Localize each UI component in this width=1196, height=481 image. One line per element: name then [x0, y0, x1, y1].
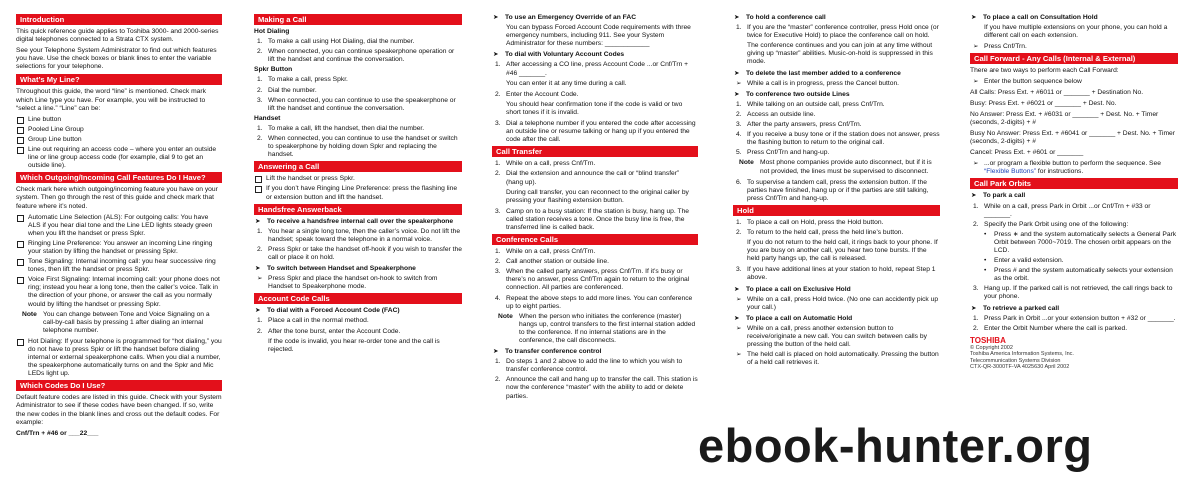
step-item: 1. Press Park in Orbit ...or your extension button + #32 or _______. [973, 314, 1176, 322]
document-date: April 2002 [1044, 364, 1070, 371]
column-2 [254, 14, 462, 357]
step-text: ...or program a flexible button to perform the sequence. See [984, 160, 1161, 168]
step-text: When connected, you can continue to use the handset or switch to speakerphone by holding down Spkr and replacing the handset. [268, 135, 458, 159]
step-item: 2. To return to the held call, press the held line’s button. [736, 228, 904, 236]
forward-option: All Calls: Press Ext. + #6011 or _______ + Destination No. [970, 88, 1144, 96]
features-paragraph: Check mark here which outgoing/incoming feature you have on your system. Then go through the rest of this guide and check mark that feature where it’s noted. [16, 186, 218, 210]
note-text: You can change between Tone and Voice Signaling on a call-by-call basis by pressing 1 after dialing an internal telephone number. [43, 310, 210, 334]
step-item: 1. You hear a single long tone, then the caller’s voice. Do not lift the handset; speak toward the telephone in a normal voice. [257, 227, 461, 243]
procedure-heading [492, 51, 698, 59]
column-5 [970, 14, 1178, 371]
step-item: 1. While talking on an outside call, press Cnf/Trn. [736, 100, 885, 108]
step-text: While on a call, press Cnf/Trn. [506, 248, 596, 256]
arrow-icon: ➤ [734, 90, 740, 98]
checkbox-icon[interactable] [17, 127, 24, 134]
step-text: When connected, you can continue speakerphone operation or lift the handset and continue the conversation. [268, 48, 455, 64]
step-text: If you are the “master” conference controller, press Hold once (or twice for Executive Hold) to place the conference call on hold. [747, 24, 939, 40]
forward-option: Busy No Answer: Press Ext. + #6041 or _______ + Dest. No. + Timer (seconds, 2-digits) + # [970, 129, 1175, 146]
step-text: After the tone burst, enter the Account Code. [268, 327, 401, 335]
step-text: Announce the call and hang up to transfer the call. This station is now the conference “master” with the ability to add or delete parties. [506, 376, 698, 400]
step-text: The held call is placed on hold automatically. Pressing the button of a held call retrieves it. [747, 351, 939, 367]
step-item: ➢ While on a call, press another extension button to receive/originate a new call. You can switch between calls by pressing the button of the held call. [736, 324, 927, 349]
step-item: 2. Press Spkr or take the handset off-hook if you wish to transfer the call or place it on hold. [257, 245, 462, 261]
line-item-checkbox[interactable] [16, 116, 222, 124]
step-item: 2. When connected, you can continue to use the handset or switch to speakerphone by holding down Spkr and replacing the handset. [257, 135, 458, 159]
step-text: Press Spkr or take the handset off-hook if you wish to transfer the call or place it on hold. [268, 245, 462, 261]
step-text: Call another station or outside line. [506, 258, 609, 266]
step-item: 3. When connected, you can continue to use the speakerphone or lift the handset and continue the conversation. [257, 96, 456, 112]
procedure-title: To delete the last member added to a conference [746, 69, 901, 77]
checkbox-icon[interactable] [17, 215, 24, 222]
line-item-label: Line button [28, 115, 62, 123]
call-forward-header: Call Forward - Any Calls (Internal & External) [970, 53, 1178, 64]
step-text: To supervise a tandem call, press the extension button. If the parties have finished, hang up or if the parties are still talking, press Cnf/Trn and hang-up. [747, 178, 929, 202]
step-item: 1. If you are the “master” conference controller, press Hold once (or twice for Executive Hold) to place the conference call on hold. [736, 24, 939, 40]
step-text: Press Park in Orbit ...or your extension button + #32 or _______. [984, 314, 1176, 322]
feature-label: Voice First Signaling: Internal incoming call: your phone does not ring; instead you hear a long tone, then the caller’s voice. Talk in the direction of your phone, or answer the call as you normally would by lifting the handset or pressing Spkr. [28, 276, 220, 308]
arrow-icon: ➤ [971, 192, 977, 200]
hot-dialing-subhead: Hot Dialing [254, 28, 290, 35]
procedure-heading [733, 315, 940, 323]
procedure-title: To receive a handsfree internal call over the speakerphone [267, 217, 454, 225]
step-text: When connected, you can continue to use the speakerphone or lift the handset and continue the conversation. [268, 96, 456, 112]
step-item: 3. If you have additional lines at your station to hold, repeat Step 1 above. [736, 266, 936, 282]
step-item: 2. Access an outside line. [736, 110, 816, 118]
step-text: Press Spkr and place the handset on-hook to switch from Handset to Speakerphone mode. [268, 275, 438, 291]
document-code: CTX-QR-3000TF-VA [970, 364, 1021, 371]
line-item-label: Pooled Line Group [28, 125, 84, 133]
step-text: While on a call, press Cnf/Trn. [506, 160, 596, 168]
forward-option: Cancel: Press Ext. + #601 or _______ [970, 149, 1084, 157]
procedure-title: To dial with Voluntary Account Codes [505, 51, 625, 59]
procedure-title: To conference two outside Lines [746, 90, 850, 98]
checkbox-icon[interactable] [17, 147, 24, 154]
step-text: After accessing a CO line, press Account Code ...or Cnf/Trn + #46 _______. [506, 61, 689, 77]
procedure-heading [733, 91, 940, 99]
copyright-line: © Copyright 2002 [970, 344, 1013, 351]
line-paragraph: Throughout this guide, the word “line” is mentioned. Check mark which Line type you have. For example, you will be instructed to “select a line.” “Line” can be: [16, 88, 206, 112]
procedure-heading [733, 70, 940, 78]
step-text: To make a call, press Spkr. [268, 76, 348, 84]
intro-paragraph-2: See your Telephone System Administrator to find out which features you have. Use the check boxes or blank lines to enter the variable selections for your telephone. [16, 47, 217, 71]
step-item: 2. Call another station or outside line. [495, 258, 609, 266]
answering-header: Answering a Call [254, 161, 462, 172]
step-text: Place a call in the normal method. [268, 317, 369, 325]
step-item: 4. If you receive a busy tone or if the station does not answer, press the flashing button to return to the original call. [736, 131, 940, 147]
step-text: While a call is in progress, press the Cancel button. [747, 79, 900, 87]
step-subtext: You should hear confirmation tone if the code is valid or two short tones if it is invalid. [506, 100, 683, 116]
step-item: ➢ The held call is placed on hold automatically. Pressing the button of a held call retrieves it. [736, 351, 939, 367]
emergency-paragraph: You can bypass Forced Account Code requirements with three emergency numbers, including 911. See your System Administrator for these numbers: ____________ [506, 24, 691, 48]
arrow-icon: ➤ [493, 51, 499, 59]
step-text: To place a call on Hold, press the Hold button. [747, 218, 884, 226]
procedure-heading [970, 14, 1178, 22]
procedure-heading [254, 265, 462, 273]
step-item: ➢ Press Cnf/Trn. [973, 43, 1027, 51]
procedure-heading [492, 348, 698, 356]
step-item: 2. When connected, you can continue speakerphone operation or lift the handset and continue the conversation. [257, 48, 455, 64]
arrow-icon: ➤ [255, 265, 261, 273]
feature-label: Automatic Line Selection (ALS): For outgoing calls: You have ALS if you hear dial tone and the Line LED lights steady green when you lift the handset or press Spkr. [28, 213, 213, 237]
flexible-buttons-link[interactable]: “Flexible Buttons” [984, 168, 1037, 176]
step-text: While talking on an outside call, press Cnf/Trn. [747, 100, 885, 108]
step-item: ➢ While a call is in progress, press the Cancel button. [736, 79, 900, 87]
step-subtext: The conference continues and you can join at any time without giving up “master” abilities. Music-on-hold is suppressed in this mode. [747, 42, 933, 66]
bullet-text: Press ∗ and the system automatically selects a General Park Orbit between 7000~7019. The chosen orbit appears on the LCD. [994, 230, 1177, 254]
arrow-icon: ➤ [255, 217, 261, 225]
copyright-line: Toshiba America Information Systems, Inc. [970, 351, 1074, 358]
conference-header: Conference Calls [492, 234, 698, 245]
transfer-header: Call Transfer [492, 146, 698, 157]
step-text: Dial the number. [268, 86, 317, 94]
step-item: 1. To make a call, press Spkr. [257, 76, 348, 84]
step-text: If you receive a busy tone or if the station does not answer, press the flashing button to return to the original call. [747, 131, 940, 147]
line-item-checkbox[interactable] [16, 146, 222, 170]
checkbox-icon[interactable] [17, 117, 24, 124]
answer-label: Lift the handset or press Spkr. [266, 175, 355, 183]
step-text: for instructions. [1036, 168, 1084, 176]
step-item: 2. After the tone burst, enter the Account Code. [257, 327, 401, 335]
step-item: 1. To make a call, lift the handset, then dial the number. [257, 124, 425, 132]
step-text: Camp on to a busy station: If the station is busy, hang up. The called station receives a tone. Once the busy line is free, the transferred line is called back. [506, 207, 690, 231]
step-text: Press Cnf/Trn and hang-up. [747, 149, 830, 157]
feature-checkbox[interactable] [16, 338, 222, 378]
answer-checkbox[interactable] [254, 175, 462, 183]
procedure-title: To place a call on Automatic Hold [746, 314, 853, 322]
step-text: Enter the Account Code. [506, 90, 579, 98]
step-item: ➢ Enter the button sequence below [973, 78, 1082, 86]
step-subtext: You can enter it at any time during a call. [506, 79, 627, 87]
step-text: Repeat the above steps to add more lines. You can conference up to eight parties. [506, 294, 693, 310]
note-label: Note [739, 159, 754, 167]
copyright-line: Telecommunication Systems Division [970, 357, 1061, 364]
note-text: Most phone companies provide auto disconnect, but if it is not provided, the lines must be supervised to disconnect. [760, 159, 932, 175]
step-text: When the called party answers, press Cnf/Trn. If it’s busy or there’s no answer, press Cnf/Trn again to return to the original connection. All parties are conferenced. [506, 268, 690, 292]
step-item: 1. While on a call, press Cnf/Trn. [495, 160, 596, 168]
step-text: If you have additional lines at your station to hold, repeat Step 1 above. [747, 266, 936, 282]
two-lines-note [733, 159, 940, 175]
procedure-heading [733, 14, 940, 22]
arrow-icon: ➤ [734, 314, 740, 322]
step-text: While on a call, press Park in Orbit ...or Cnf/Trn + #33 or _______. [984, 202, 1151, 218]
bullet-text: Press # and the system automatically selects your extension as the orbit. [994, 267, 1173, 283]
intro-header: Introduction [16, 14, 222, 25]
column-3 [492, 14, 698, 403]
step-subtext: If the code is invalid, you hear re-order tone and the call is rejected. [268, 337, 440, 353]
account-header: Account Code Calls [254, 293, 462, 304]
procedure-title: To park a call [983, 192, 1026, 200]
forward-option: No Answer: Press Ext. + #6031 or _______ + Dest. No. + Timer (seconds, 2-digits) + # [970, 110, 1159, 126]
step-text: Dial a telephone number if you entered the code after accessing an outside line or resume talking or hang up if you entered the code after the call. [506, 120, 696, 144]
step-item: 4. Repeat the above steps to add more lines. You can conference up to eight parties. [495, 294, 693, 310]
feature-label: Tone Signaling: Internal incoming call: you hear successive ring tones, then lift the handset or press Spkr. [28, 258, 216, 274]
feature-checkbox[interactable] [16, 258, 222, 274]
answer-checkbox[interactable] [254, 185, 462, 201]
step-item: 1. Do steps 1 and 2 above to add the line to which you wish to transfer conference control. [495, 358, 683, 374]
arrow-icon: ➤ [493, 348, 499, 356]
codes-header: Which Codes Do I Use? [16, 380, 222, 391]
bullet-item: • Enter a valid extension. [984, 257, 1064, 265]
document-id [970, 364, 1178, 371]
procedure-heading [254, 307, 462, 315]
step-text: Enter the button sequence below [984, 78, 1082, 86]
step-text: Hang up. If the parked call is not retrieved, the call rings back to your phone. [984, 285, 1173, 301]
step-text: You hear a single long tone, then the caller’s voice. Do not lift the handset; speak toward the telephone in a normal voice. [268, 227, 461, 243]
step-item: 1. After accessing a CO line, press Account Code ...or Cnf/Trn + #46 _______. [495, 61, 689, 77]
column-1 [16, 14, 222, 441]
step-item: 3. Hang up. If the parked call is not retrieved, the call rings back to your phone. [973, 285, 1173, 301]
step-text: To return to the held call, press the held line’s button. [747, 228, 904, 236]
step-item: 1. To make a call using Hot Dialing, dial the number. [257, 38, 415, 46]
step-item: 3. When the called party answers, press Cnf/Trn. If it’s busy or there’s no answer, press Cnf/Trn again to return to the original connection. All parties are conferenced. [495, 268, 690, 292]
feature-checkbox[interactable] [16, 214, 222, 238]
step-text: While on a call, press Hold twice. (No one can accidently pick up your call.) [747, 295, 939, 311]
forward-option: Busy: Press Ext. + #6021 or _______ + Dest. No. [970, 99, 1117, 107]
checkbox-icon[interactable] [255, 186, 262, 193]
step-item: 2. Announce the call and hang up to transfer the call. This station is now the conference “master” with the ability to add or delete parties. [495, 376, 698, 400]
step-item: 3. Camp on to a busy station: If the station is busy, hang up. The called station receives a tone. Once the busy line is free, the transferred line is called back. [495, 207, 690, 231]
step-text: To make a call, lift the handset, then dial the number. [268, 124, 425, 132]
line-item-checkbox[interactable] [16, 136, 222, 144]
note-label: Note [22, 310, 37, 318]
procedure-heading [733, 286, 940, 294]
procedure-title: To place a call on Consultation Hold [983, 14, 1098, 21]
codes-example: Cnf/Trn + #46 or ___22___ [16, 429, 99, 437]
step-item: 1. While on a call, press Park in Orbit ...or Cnf/Trn + #33 or _______. [973, 202, 1151, 218]
procedure-title: To dial with a Forced Account Code (FAC) [267, 307, 400, 315]
step-item: 2. Dial the extension and announce the call or “blind transfer” (hang up). [495, 170, 680, 186]
line-item-label: Line out requiring an access code – where you enter an outside line or line group access code (for example, dial 9 to get an outside line). [28, 146, 217, 170]
document-number: 4025630 [1021, 364, 1044, 371]
forward-paragraph: There are two ways to perform each Call Forward: [970, 67, 1119, 75]
step-text: To make a call using Hot Dialing, dial the number. [268, 38, 415, 46]
step-item: 2. Specify the Park Orbit using one of the following: [973, 220, 1129, 228]
procedure-title: To transfer conference control [505, 348, 602, 356]
feature-label: Hot Dialing: If your telephone is programmed for “hot dialing,” you do not have to press Spkr or lift the handset before dialing internal or external speakerphone calls. When you dial a number, the speakerphone automatically turns on and the Spkr and Mic LEDs light up. [28, 337, 222, 378]
step-text: Press Cnf/Trn. [984, 43, 1027, 51]
feature-note [16, 311, 222, 335]
column-4 [733, 14, 940, 369]
feature-checkbox[interactable] [16, 240, 222, 256]
step-text: Specify the Park Orbit using one of the following: [984, 220, 1129, 228]
step-item: 3. Dial a telephone number if you entered the code after accessing an outside line or resume talking or hang up if you entered the code after the call. [495, 120, 696, 144]
step-text: While on a call, press another extension button to receive/originate a new call. You can switch between calls by pressing the button of the held call. [747, 324, 927, 349]
note-label: Note [498, 312, 513, 320]
making-call-header: Making a Call [254, 14, 462, 25]
handset-subhead: Handset [254, 114, 281, 122]
step-text: Enter the Orbit Number where the call is parked. [984, 324, 1128, 332]
checkbox-icon[interactable] [17, 259, 24, 266]
arrow-icon: ➤ [734, 285, 740, 293]
codes-paragraph: Default feature codes are listed in this guide. Check with your System Administrator to see if these codes have been changed. If so, write the new codes in the blank lines and cross out the default codes. For example: [16, 394, 222, 426]
arrow-icon: ➤ [255, 307, 261, 315]
step-item: 6. To supervise a tandem call, press the extension button. If the parties have finished, hang up or if the parties are still talking, press Cnf/Trn and hang-up. [736, 178, 929, 202]
bullet-item: • Press # and the system automatically selects your extension as the orbit. [984, 267, 1173, 283]
procedure-title: To place a call on Exclusive Hold [746, 285, 851, 293]
checkbox-icon[interactable] [17, 137, 24, 144]
bullet-item: • Press ∗ and the system automatically selects a General Park Orbit between 7000~7019. The chosen orbit appears on the LCD. [984, 230, 1177, 254]
procedure-title: To switch between Handset and Speakerphone [267, 265, 416, 273]
park-header: Call Park Orbits [970, 178, 1178, 189]
arrow-icon: ➤ [734, 69, 740, 77]
procedure-heading [492, 14, 698, 22]
bullet-text: Enter a valid extension. [994, 257, 1064, 265]
consultation-paragraph: If you have multiple extensions on your phone, you can hold a different call on each extension. [984, 24, 1168, 40]
intro-paragraph-1: This quick reference guide applies to Toshiba 3000- and 2000-series digital telephones connected to a Strata CTX system. [16, 28, 219, 44]
step-text: Dial the extension and announce the call or “blind transfer” (hang up). [506, 170, 680, 186]
line-item-checkbox[interactable] [16, 126, 222, 134]
step-item: 2. Dial the number. [257, 86, 317, 94]
step-item: 1. While on a call, press Cnf/Trn. [495, 248, 596, 256]
checkbox-icon[interactable] [17, 339, 24, 346]
step-item: ➢ Press Spkr and place the handset on-hook to switch from Handset to Speakerphone mode. [257, 275, 438, 291]
checkbox-icon[interactable] [17, 241, 24, 248]
line-item-label: Group Line button [28, 135, 82, 143]
step-item: 2. Enter the Orbit Number where the call is parked. [973, 324, 1128, 332]
checkbox-icon[interactable] [255, 176, 262, 183]
features-header: Which Outgoing/Incoming Call Features Do I Have? [16, 172, 222, 183]
handsfree-header: Handsfree Answerback [254, 204, 462, 215]
procedure-heading [970, 192, 1178, 200]
step-item: 3. After the party answers, press Cnf/Trn. [736, 121, 862, 129]
step-item: 2. Enter the Account Code. [495, 90, 579, 98]
watermark: ebook-hunter.org [698, 419, 1093, 472]
feature-label: Ringing Line Preference: You answer an incoming Line ringing your station by lifting the handset or pressing Spkr. [28, 239, 213, 255]
arrow-icon: ➤ [734, 14, 740, 21]
arrow-icon: ➤ [493, 14, 499, 21]
answer-label: If you don’t have Ringing Line Preference: press the flashing line or extension button and lift the handset. [266, 185, 458, 201]
step-item: ➢ ...or program a flexible button to perform the sequence. See “Flexible Buttons” for instructions. [973, 160, 1161, 176]
procedure-title: To hold a conference call [746, 14, 826, 21]
note-text: When the person who initiates the conference (master) hangs up, control transfers to the first internal station added to the conference. If no internal stations are in the conference, the call disconnects. [519, 312, 696, 344]
conference-note [492, 313, 698, 345]
arrow-icon: ➤ [971, 304, 977, 312]
checkbox-icon[interactable] [17, 277, 24, 284]
step-text: After the party answers, press Cnf/Trn. [747, 121, 862, 129]
spkr-subhead: Spkr Button [254, 66, 293, 74]
step-subtext: During call transfer, you can reconnect to the original caller by pressing your flashing extension button. [506, 188, 689, 204]
procedure-title: To retrieve a parked call [983, 304, 1060, 312]
arrow-icon: ➤ [971, 14, 977, 21]
procedure-heading [254, 218, 462, 226]
step-item: 1. To place a call on Hold, press the Hold button. [736, 218, 884, 226]
step-text: Access an outside line. [747, 110, 816, 118]
toshiba-logo: TOSHIBA [970, 335, 1006, 345]
procedure-heading [970, 305, 1178, 313]
step-subtext: If you do not return to the held call, it rings back to your phone. If you are busy on another call, you hear two tone bursts. If the held party hangs up, the call is released. [747, 239, 938, 263]
line-header: What’s My Line? [16, 74, 222, 85]
step-item: 1. Place a call in the normal method. [257, 317, 369, 325]
step-item: ➢ While on a call, press Hold twice. (No one can accidently pick up your call.) [736, 295, 939, 311]
feature-checkbox[interactable] [16, 276, 222, 308]
step-item: 5. Press Cnf/Trn and hang-up. [736, 149, 830, 157]
step-text: Do steps 1 and 2 above to add the line to which you wish to transfer conference control. [506, 358, 683, 374]
procedure-title: To use an Emergency Override of an FAC [505, 14, 637, 21]
hold-header: Hold [733, 205, 940, 216]
